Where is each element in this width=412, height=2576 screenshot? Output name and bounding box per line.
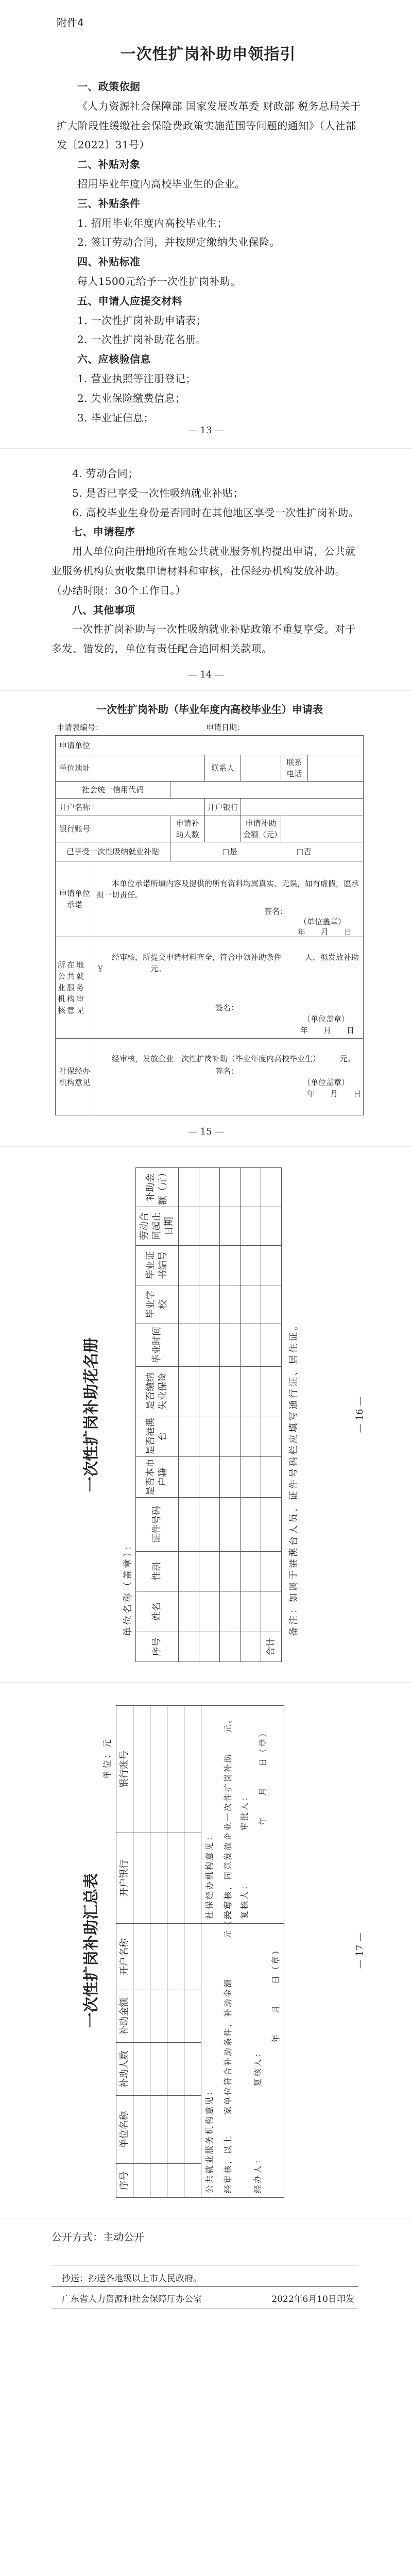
summary-unit: 单位：元 — [102, 1738, 113, 1779]
section-heading: 五、申请人应提交材料 — [77, 294, 182, 307]
seal-label: （单位盖章） — [303, 1078, 350, 1087]
received-subsidy-label: 已享受一次性吸纳就业补贴 — [56, 842, 170, 861]
pes-opinion-text: 经审核，以上 家单位符合补助条件，补助金额 元（大写） — [223, 1889, 233, 2193]
si-date-seal: 年 月 日（章） — [258, 1727, 268, 1825]
column-header: 银行账号 — [116, 1706, 133, 1833]
roster-landscape — [0, 1147, 412, 1683]
closing-page — [0, 2218, 412, 2321]
contact-field[interactable] — [241, 755, 281, 782]
application-date-label: 申请日期： — [206, 723, 245, 732]
si-approver-label: 审批人： — [239, 1791, 249, 1831]
signature-label: 签名： — [215, 1003, 239, 1012]
signature-label: 签名： — [264, 907, 288, 916]
roster-unit-label: 单位名称（盖章）： — [123, 1539, 133, 1636]
headcount-field[interactable] — [205, 816, 241, 842]
page-number: — 16 — — [354, 1396, 365, 1433]
social-insurance-label: 社保经办机构意见 — [56, 1039, 94, 1115]
section-note: （办结时限：30个工作日。） — [52, 584, 186, 597]
si-checker-label: 复核人： — [239, 1879, 249, 1919]
form-number-label: 申请表编号： — [57, 723, 104, 732]
pes-date-seal: 年 月 日（章） — [271, 1944, 281, 2043]
page-16 — [0, 1146, 412, 1682]
pledge-text: 本单位承诺所填内容及提供的所有资料均属真实、无误，如有虚假，愿承担一切责任。 — [96, 879, 359, 900]
address-label: 单位地址 — [56, 755, 94, 782]
issue-date: 2022年6月10日印发 — [271, 2294, 354, 2304]
signature-label: 签名： — [215, 1066, 239, 1076]
list-item: 3. 毕业证信息； — [77, 411, 154, 424]
issuing-office: 广东省人力资源和社会保障厅办公室 — [62, 2294, 202, 2304]
column-header: 单位名称 — [116, 2096, 133, 2164]
page-number: — 15 — — [187, 1126, 225, 1137]
credit-code-label: 社会统一信用代码 — [56, 782, 170, 799]
pledge-label: 申请单位承诺 — [56, 861, 94, 937]
seal-label: （单位盖章） — [299, 917, 346, 926]
section-heading: 七、申请程序 — [72, 526, 135, 538]
column-header: 毕业学校 — [136, 1285, 179, 1324]
option-no-checkbox[interactable]: □否 — [296, 847, 312, 856]
column-header: 是否本市户籍 — [136, 1457, 179, 1498]
column-header: 补助金额（元） — [136, 1168, 179, 1207]
section-text: 每人1500元给予一次性扩岗补助。 — [77, 275, 241, 287]
roster-table — [135, 1167, 282, 1662]
guide-body-continued — [52, 464, 363, 659]
amount-field[interactable] — [281, 816, 364, 842]
list-item: 2. 签订劳动合同，并按规定缴纳失业保险。 — [77, 236, 280, 249]
table-row[interactable] — [167, 1706, 184, 2198]
divider — [52, 2286, 358, 2287]
page-number: — 14 — — [187, 669, 225, 680]
headcount-label: 申请补助人数 — [170, 816, 205, 842]
table-row[interactable] — [220, 1168, 241, 1662]
summary-landscape — [0, 1683, 412, 2218]
phone-field[interactable] — [308, 755, 364, 782]
section-heading: 一、政策依据 — [77, 80, 141, 93]
column-header: 证件号码 — [136, 1498, 179, 1552]
date-label: 年 月 日 — [300, 1026, 355, 1035]
disclosure-method: 公开方式：主动公开 — [52, 2231, 144, 2243]
account-name-field[interactable] — [94, 799, 205, 816]
guide-body — [57, 77, 364, 428]
section-text: 《人力资源社会保障部 国家发展改革委 财政部 税务总局关于扩大阶段性缓缴社会保险费政策实施范围等问题的通知》（人社部发〔2022〕31号） — [57, 99, 361, 151]
page-15 — [0, 690, 412, 1146]
si-opinion-heading: 社保经办机构意见： — [204, 1831, 214, 1919]
column-header: 性别 — [136, 1552, 179, 1591]
page-number: — 17 — — [354, 1932, 365, 1969]
phone-label: 联系电话 — [281, 755, 308, 782]
summary-table — [116, 1705, 284, 2198]
contact-label: 联系人 — [205, 755, 241, 782]
total-row[interactable] — [261, 1168, 282, 1662]
list-item: 4. 劳动合同； — [72, 467, 139, 480]
list-item: 5. 是否已享受一次性吸纳就业补贴； — [72, 486, 244, 499]
column-header: 序号 — [116, 2164, 133, 2198]
credit-code-field[interactable] — [170, 782, 364, 799]
column-header: 毕业证书编号 — [136, 1246, 179, 1285]
table-row[interactable] — [199, 1168, 220, 1662]
pes-checker-label: 复核人： — [253, 2047, 263, 2087]
column-header: 是否港澳台 — [136, 1416, 179, 1457]
applicant-field[interactable] — [94, 736, 364, 755]
pes-handler-label: 经办人： — [253, 2154, 263, 2193]
review-label: 所在地公共就业服务机构审核意见 — [56, 937, 94, 1039]
guide-title: 一次性扩岗补助申领指引 — [120, 45, 296, 63]
table-row[interactable] — [133, 1706, 150, 2198]
list-item: 1. 一次性扩岗补助申请表； — [77, 314, 207, 327]
summary-header-row — [116, 1706, 133, 2198]
account-name-label: 开户名称 — [56, 799, 94, 816]
column-header: 是否缴纳失业保险 — [136, 1367, 179, 1416]
applicant-label: 申请单位 — [56, 736, 94, 755]
section-heading: 三、补贴条件 — [77, 197, 141, 210]
page-14 — [0, 448, 412, 690]
review-text: 经审核，所提交申请材料齐全，符合申领补助条件 人，拟发放补助￥ 元。 — [96, 953, 359, 973]
seal-label: （单位盖章） — [303, 1014, 350, 1024]
account-no-label: 银行账号 — [56, 816, 94, 842]
roster-note: 备注：如属于港澳台人员，证件号码栏应填写通行证、居住证。 — [288, 1319, 299, 1636]
bank-field[interactable] — [241, 799, 364, 816]
page-13 — [0, 0, 412, 448]
section-text: 招用毕业年度内高校毕业生的企业。 — [77, 177, 246, 190]
column-header: 毕业时间 — [136, 1324, 179, 1367]
section-text: 一次性扩岗补助与一次性吸纳就业补贴政策不重复享受。对于多发、错发的，单位有责任配合追回相关款项。 — [52, 623, 356, 655]
amount-label: 申请补助金额（元） — [241, 816, 281, 842]
form-title: 一次性扩岗补助（毕业年度内高校毕业生）申请表 — [96, 703, 323, 716]
date-label: 年 月 日 — [298, 927, 352, 937]
list-item: 2. 失业保险缴费信息； — [77, 392, 186, 404]
column-header: 劳动合同起止日期 — [136, 1207, 179, 1246]
table-row[interactable] — [241, 1168, 261, 1662]
section-text: 用人单位向注册地所在地公共就业服务机构提出申请，公共就业服务机构负责收集申请材料和审核，社保经办机构发放补助。 — [52, 545, 356, 577]
column-header: 补助人数 — [116, 2043, 133, 2096]
section-heading: 四、补贴标准 — [77, 256, 141, 268]
list-item: 1. 招用毕业年度内高校毕业生； — [77, 216, 228, 229]
roster-header-row — [136, 1168, 179, 1662]
section-heading: 八、其他事项 — [72, 603, 135, 616]
address-field[interactable] — [94, 755, 205, 782]
column-header: 开户名称 — [116, 1924, 133, 1990]
section-heading: 二、补贴对象 — [77, 158, 141, 171]
column-header: 姓名 — [136, 1591, 179, 1632]
list-item: 2. 一次性扩岗补助花名册。 — [77, 333, 207, 346]
social-insurance-text: 经审核，发放企业一次性扩岗补助（毕业年度内高校毕业生） 元。 — [112, 1054, 355, 1063]
pes-opinion-heading: 公共就业服务机构意见： — [204, 2085, 214, 2193]
bank-label: 开户银行 — [205, 799, 241, 816]
list-item: 6. 高校毕业生身份是否同时在其他地区享受一次性扩岗补助。 — [72, 506, 359, 519]
account-no-field[interactable] — [94, 816, 170, 842]
page-17 — [0, 1682, 412, 2218]
table-row[interactable] — [179, 1168, 199, 1662]
pes-opinion-cell[interactable] — [201, 1889, 284, 2198]
table-row[interactable] — [150, 1706, 167, 2198]
roster-title: 一次性扩岗补助花名册 — [82, 1337, 100, 1492]
column-header: 序号 — [136, 1632, 179, 1662]
column-header: 补助金额 — [116, 1990, 133, 2043]
option-yes-checkbox[interactable]: □是 — [222, 847, 237, 856]
table-row[interactable] — [184, 1706, 201, 2198]
section-heading: 六、应核验信息 — [77, 353, 151, 366]
date-label: 年 月 日 — [307, 1089, 362, 1098]
attachment-label: 附件4 — [57, 16, 84, 29]
total-label: 合计 — [261, 1632, 282, 1662]
si-opinion-cell[interactable] — [201, 1706, 284, 1924]
cc-line: 抄送：抄送各地级以上市人民政府。 — [62, 2274, 202, 2284]
page-number: — 13 — — [187, 425, 225, 436]
column-header: 开户银行 — [116, 1833, 133, 1924]
si-opinion-text: 经审核，同意发放企业一次性扩岗补助 元。 — [223, 1713, 233, 1919]
list-item: 1. 营业执照等注册登记； — [77, 372, 196, 385]
application-form-table — [55, 735, 364, 1115]
summary-title: 一次性扩岗补助汇总表 — [82, 1873, 100, 2028]
